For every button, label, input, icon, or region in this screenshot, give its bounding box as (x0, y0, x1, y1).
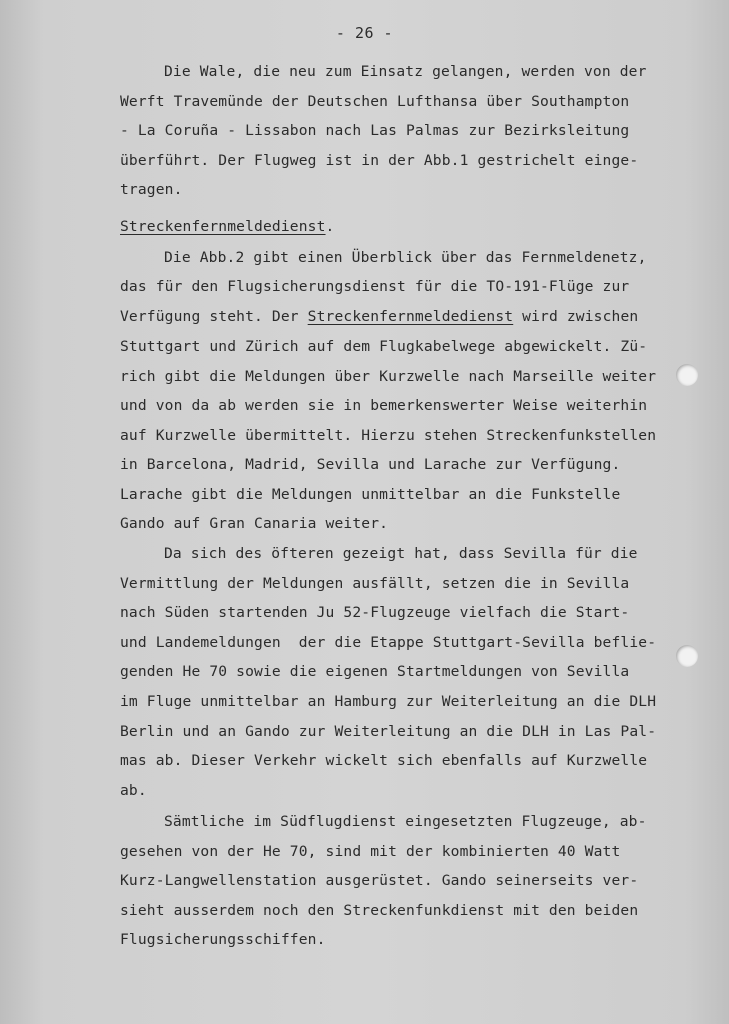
paragraph-4-line-4: sieht ausserdem noch den Streckenfunkdienst mit den beiden (120, 902, 639, 919)
paragraph-3-line-4: und Landemeldungen der die Etappe Stuttgart-Sevilla beflie- (120, 634, 657, 651)
paragraph-4-line-3: Kurz-Langwellenstation ausgerüstet. Gando seinerseits ver- (120, 872, 639, 889)
paragraph-2-line-10: Gando auf Gran Canaria weiter. (120, 515, 389, 532)
paragraph-2-line-5: rich gibt die Meldungen über Kurzwelle nach Marseille weiter (120, 368, 657, 385)
paragraph-4-line-1: Sämtliche im Südflugdienst eingesetzten Flugzeuge, ab- (164, 813, 647, 830)
paragraph-4-line-2: gesehen von der He 70, sind mit der kombinierten 40 Watt (120, 843, 621, 860)
paragraph-2-line-3-pre: Verfügung steht. Der (120, 308, 308, 325)
paragraph-3-line-6: im Fluge unmittelbar an Hamburg zur Weiterleitung an die DLH (120, 693, 657, 710)
section-heading (120, 217, 334, 237)
paragraph-3-line-3: nach Süden startenden Ju 52-Flugzeuge vielfach die Start- (120, 604, 630, 621)
paragraph-4-line-5: Flugsicherungsschiffen. (120, 931, 326, 948)
paragraph-1-line-3: - La Coruña - Lissabon nach Las Palmas zur Bezirksleitung (120, 122, 630, 139)
paragraph-1-line-1: Die Wale, die neu zum Einsatz gelangen, werden von der (164, 63, 647, 80)
paragraph-2-line-3-post: wird zwischen (513, 308, 639, 325)
paragraph-3-line-1: Da sich des öfteren gezeigt hat, dass Sevilla für die (164, 545, 638, 562)
paragraph-2-line-8: in Barcelona, Madrid, Sevilla und Larache zur Verfügung. (120, 456, 621, 473)
punch-hole-lower (676, 645, 698, 667)
paragraph-3-line-8: mas ab. Dieser Verkehr wickelt sich ebenfalls auf Kurzwelle (120, 752, 648, 769)
section-heading-period: . (325, 218, 335, 235)
page-number: - 26 - (335, 24, 394, 42)
paragraph-3-line-5: genden He 70 sowie die eigenen Startmeldungen von Sevilla (120, 663, 630, 680)
paragraph-2-line-3-underlined: Streckenfernmeldedienst (307, 308, 514, 325)
paragraph-3-line-9: ab. (120, 782, 147, 799)
punch-hole-upper (676, 364, 698, 386)
paragraph-3-line-7: Berlin und an Gando zur Weiterleitung an die DLH in Las Pal- (120, 723, 657, 740)
paragraph-3-line-2: Vermittlung der Meldungen ausfällt, setzen die in Sevilla (120, 575, 630, 592)
paragraph-2-line-7: auf Kurzwelle übermittelt. Hierzu stehen Streckenfunkstellen (120, 427, 657, 444)
paragraph-1-line-4: überführt. Der Flugweg ist in der Abb.1 gestrichelt einge- (120, 152, 639, 169)
paragraph-2-line-6: und von da ab werden sie in bemerkenswerter Weise weiterhin (120, 397, 648, 414)
paragraph-1-line-5: tragen. (120, 181, 183, 198)
paragraph-2-line-2: das für den Flugsicherungsdienst für die TO-191-Flüge zur (120, 278, 630, 295)
paragraph-2-line-1: Die Abb.2 gibt einen Überblick über das Fernmeldenetz, (164, 249, 647, 266)
paragraph-2-line-3 (120, 307, 638, 327)
section-heading-text: Streckenfernmeldedienst (120, 218, 326, 235)
paragraph-2-line-4: Stuttgart und Zürich auf dem Flugkabelwege abgewickelt. Zü- (120, 338, 648, 355)
paragraph-2-line-9: Larache gibt die Meldungen unmittelbar an die Funkstelle (120, 486, 621, 503)
paragraph-1-line-2: Werft Travemünde der Deutschen Lufthansa über Southampton (120, 93, 630, 110)
